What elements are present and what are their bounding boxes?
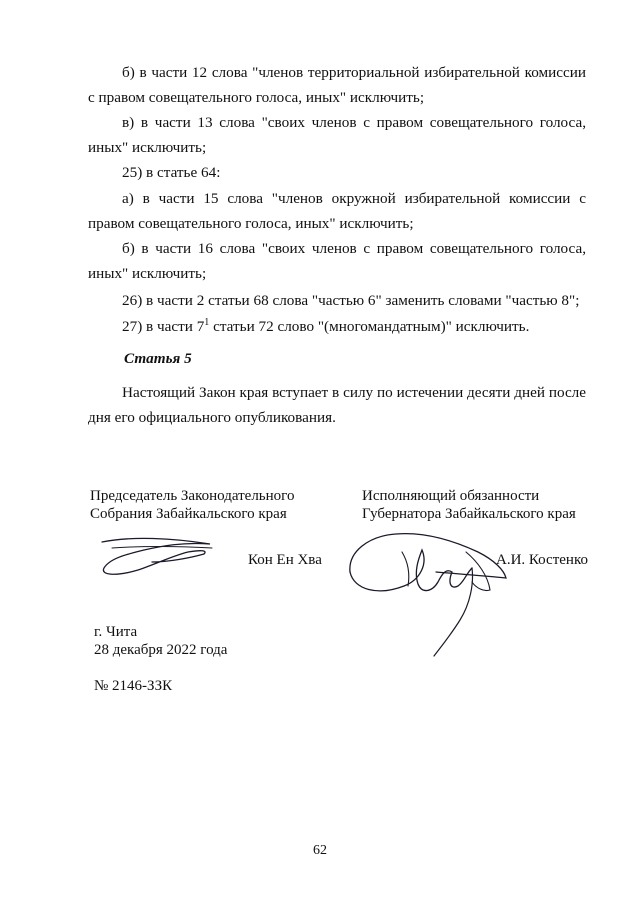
left-signatory-title-1: Председатель Законодательного: [90, 488, 295, 504]
item-27: [88, 314, 586, 339]
item-25: 25) в статье 64:: [122, 164, 221, 181]
left-signatory-name: Кон Ен Хва: [248, 552, 322, 568]
right-signatory-name: А.И. Костенко: [496, 552, 588, 568]
item-b-part-16: б) в части 16 слова "своих членов с правом совещательного голоса, иных" исключить;: [88, 240, 586, 282]
item-b-part-12: б) в части 12 слова "членов территориальной избирательной комиссии с правом совещательного голоса, иных" исключить;: [88, 64, 586, 106]
left-signatory-title-2: Собрания Забайкальского края: [90, 506, 287, 522]
item-v-part-13: в) в части 13 слова "своих членов с правом совещательного голоса, иных" исключить;: [88, 114, 586, 156]
right-signature-image: [338, 512, 518, 662]
item-27-before: 27) в части 7: [122, 318, 205, 335]
article-text: Настоящий Закон края вступает в силу по истечении десяти дней после дня его официального опубликования.: [88, 384, 586, 426]
item-27-sup: 1: [204, 316, 210, 328]
left-signature-image: [92, 528, 222, 583]
item-27-after: статьи 72 слово "(многомандатным)" исключить.: [209, 318, 530, 335]
article-heading: Статья 5: [124, 350, 192, 367]
item-26: 26) в части 2 статьи 68 слова "частью 6" заменить словами "частью 8";: [122, 292, 580, 309]
item-a-part-15: а) в части 15 слова "членов окружной избирательной комиссии с правом совещательного голоса, иных" исключить;: [88, 190, 586, 232]
right-signatory-title-2: Губернатора Забайкальского края: [362, 506, 576, 522]
law-date: 28 декабря 2022 года: [94, 642, 228, 658]
right-signatory-title-1: Исполняющий обязанности: [362, 488, 540, 504]
page-number: 62: [313, 843, 327, 858]
law-number: № 2146-ЗЗК: [94, 678, 173, 694]
city: г. Чита: [94, 624, 138, 640]
